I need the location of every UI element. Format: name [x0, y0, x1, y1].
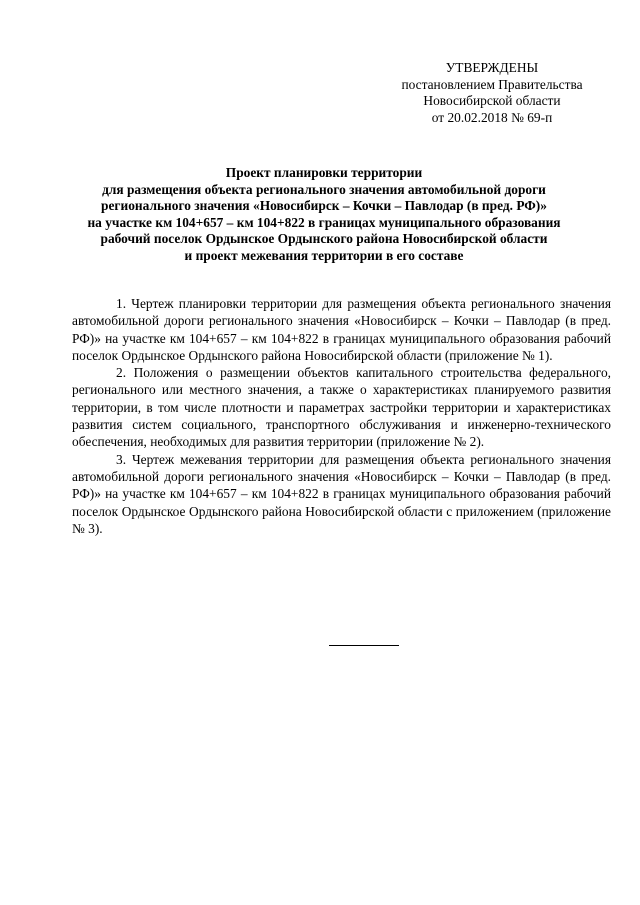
document-title [72, 165, 576, 264]
title-line: для размещения объекта регионального значения автомобильной дороги [102, 181, 546, 197]
approval-region: Новосибирской области [423, 93, 561, 108]
approval-heading: УТВЕРЖДЕНЫ [445, 60, 539, 75]
document-body [72, 295, 611, 537]
approval-resolution: постановлением Правительства [401, 76, 583, 92]
title-line: рабочий поселок Ордынское Ордынского района Новосибирской области [100, 231, 548, 246]
approval-stamp [380, 60, 604, 126]
title-line: на участке км 104+657 – км 104+822 в границах муниципального образования [87, 214, 561, 230]
paragraph-3: 3. Чертеж межевания территории для размещения объекта регионального значения автомобильной дороги регионального значения «Новосибирск – Кочки – Павлодар (в пред. РФ)» на участке км 104+657 – км 104+822 в границах муниципального образования рабочий поселок Ордынское Ордынского района Новосибирской области с приложением (приложение № 3). [72, 451, 611, 536]
title-line: Проект планировки территории [225, 165, 423, 180]
paragraph-1: 1. Чертеж планировки территории для размещения объекта регионального значения автомобильной дороги регионального значения «Новосибирск – Кочки – Павлодар (в пред. РФ)» на участке км 104+657 – км 104+822 в границах муниципального образования рабочий поселок Ордынское Ордынского района Новосибирской области (приложение № 1). [72, 296, 611, 363]
closing-separator-line [329, 645, 399, 646]
paragraph-2: 2. Положения о размещении объектов капитального строительства федерального, регионального или местного значения, а также о характеристиках планируемого развития территории, в том числе плотности и параметрах застройки территории и характеристиках развития систем социального, транспортного обслуживания и инженерно-технического обеспечения, необходимых для развития территории (приложение № 2). [72, 365, 611, 450]
approval-date-number: от 20.02.2018 № 69-п [431, 109, 553, 125]
title-line: и проект межевания территории в его составе [184, 247, 464, 263]
title-line: регионального значения «Новосибирск – Кочки – Павлодар (в пред. РФ)» [101, 198, 547, 213]
